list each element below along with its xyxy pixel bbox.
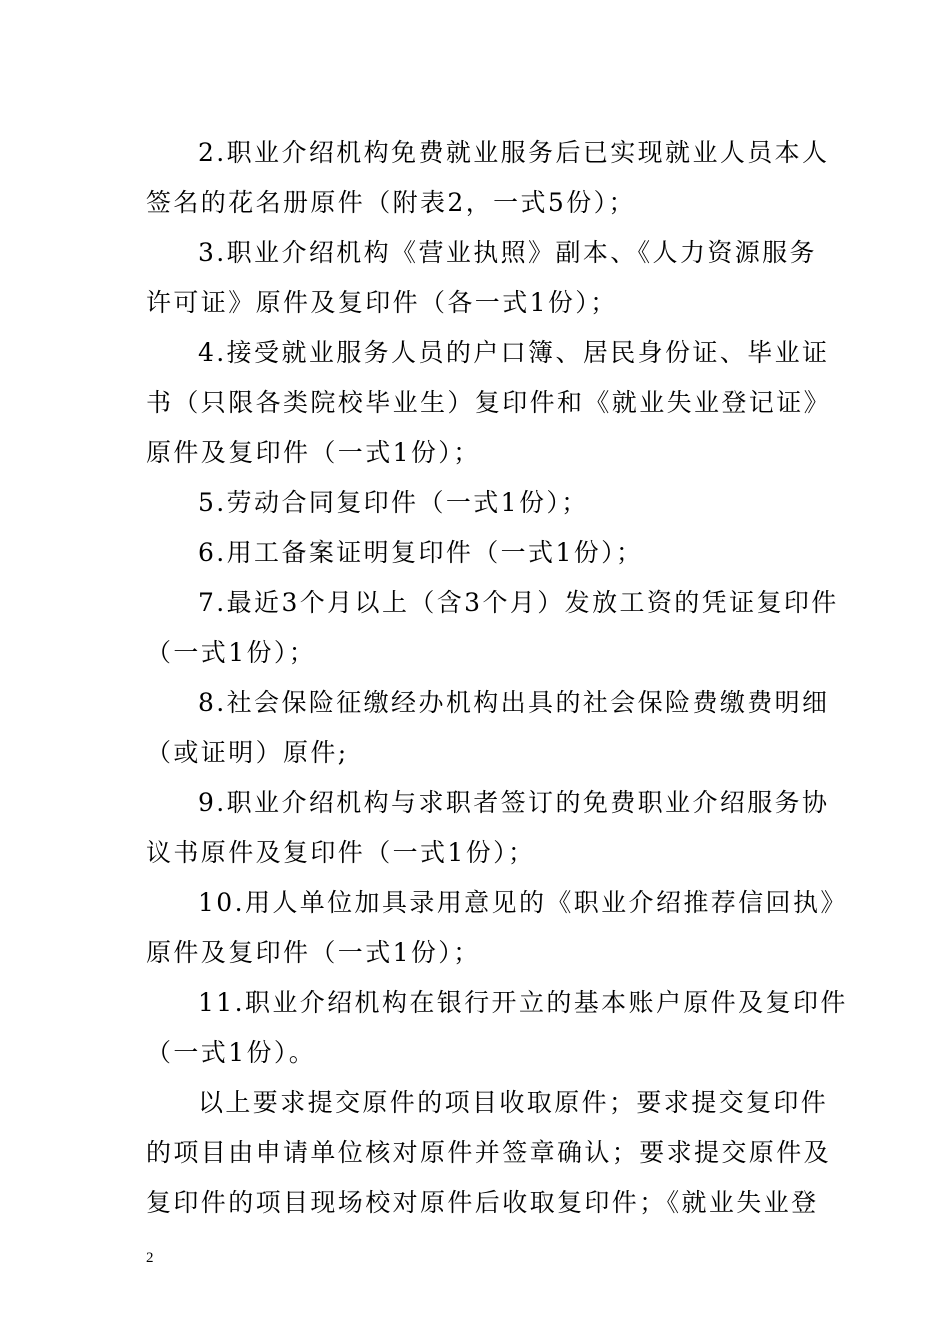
paragraph-item-6 [146,528,808,578]
text-line: （或证明）原件; [146,738,349,767]
text-line: （一式1份）。 [146,1038,317,1067]
text-line: 许可证》原件及复印件（各一式1份）； [146,288,618,317]
text-line: 原件及复印件（一式1份）； [146,438,481,467]
text-line: （一式1份）； [146,638,317,667]
text-line: 议书原件及复印件（一式1份）； [146,838,536,867]
document-body [146,128,848,1228]
text-line: 5.劳动合同复印件（一式1份）； [198,488,589,517]
text-line: 的项目由申请单位核对原件并签章确认；要求提交原件及 [146,1138,832,1167]
text-line: 11.职业介绍机构在银行开立的基本账户原件及复印件 [198,988,848,1017]
text-line: 2.职业介绍机构免费就业服务后已实现就业人员本人 [198,138,830,167]
paragraph-item-10 [146,878,848,978]
paragraph-item-11 [146,978,848,1078]
text-line: 7.最近3个月以上（含3个月）发放工资的凭证复印件 [198,588,839,617]
text-line: 10.用人单位加具录用意见的《职业介绍推荐信回执》 [198,888,848,917]
text-line: 6.用工备案证明复印件（一式1份）； [198,538,644,567]
paragraph-item-4 [146,328,832,478]
text-line: 书（只限各类院校毕业生）复印件和《就业失业登记证》 [146,388,832,417]
text-line: 3.职业介绍机构《营业执照》副本、《人力资源服务 [198,238,817,267]
paragraph-summary [146,1078,832,1228]
paragraph-item-5 [146,478,808,528]
paragraph-item-9 [146,778,830,878]
paragraph-item-2 [146,128,830,228]
text-line: 9.职业介绍机构与求职者签订的免费职业介绍服务协 [198,788,830,817]
text-line: 4.接受就业服务人员的户口簿、居民身份证、毕业证 [198,338,830,367]
text-line: 8.社会保险征缴经办机构出具的社会保险费缴费明细 [198,688,830,717]
paragraph-item-7 [146,578,839,678]
paragraph-item-3 [146,228,817,328]
page-number: 2 [146,1250,154,1266]
text-line: 原件及复印件（一式1份）； [146,938,481,967]
text-line: 签名的花名册原件（附表2，一式5份）； [146,188,636,217]
text-line: 复印件的项目现场校对原件后收取复印件；《就业失业登 [146,1188,819,1217]
paragraph-item-8 [146,678,830,778]
text-line: 以上要求提交原件的项目收取原件；要求提交复印件 [198,1088,829,1117]
